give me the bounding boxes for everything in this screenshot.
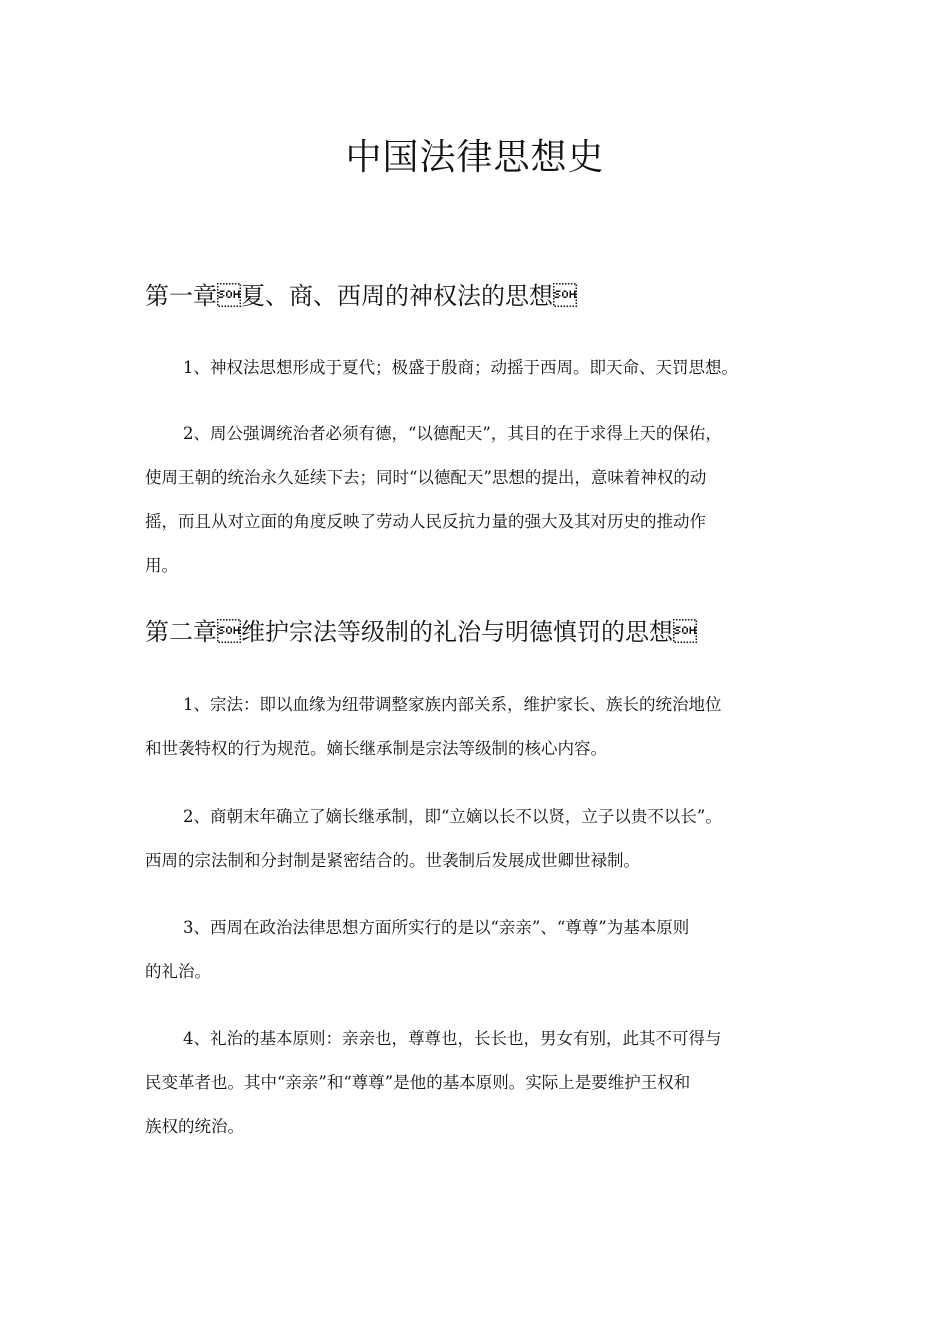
chapter-2-paragraph-3 [145,906,809,994]
chapter-1-paragraph-2 [145,412,809,588]
paragraph-line: 和世袭特权的行为规范。嫡长继承制是宗法等级制的核心内容。 [145,739,607,758]
page-title: 中国法律思想史 [345,137,605,178]
paragraph-line: 3、西周在政治法律思想方面所实行的是以“亲亲”、“尊尊”为基本原则 [183,918,690,937]
paragraph-line: 民变革者也。其中“亲亲”和“尊尊”是他的基本原则。实际上是要维护王权和 [145,1073,691,1092]
chapter-1-paragraph-1 [145,346,809,390]
paragraph-line: 用。 [145,556,178,575]
paragraph-line: 2、商朝末年确立了嫡长继承制，即“立嫡以长不以贤，立子以贵不以长”。 [183,807,722,826]
chapter-1-heading: 第一章夏、商、西周的神权法的思想 [145,282,577,310]
paragraph-line: 1、神权法思想形成于夏代；极盛于殷商；动摇于西周。即天命、天罚思想。 [183,358,738,377]
chapter-2-paragraph-1 [145,683,809,771]
paragraph-line: 摇，而且从对立面的角度反映了劳动人民反抗力量的强大及其对历史的推动作 [145,512,706,531]
chapter-2-paragraph-4 [145,1017,809,1149]
paragraph-line: 4、礼治的基本原则：亲亲也，尊尊也，长长也，男女有别，此其不可得与 [183,1029,722,1048]
chapter-2-heading: 第二章维护宗法等级制的礼治与明德慎罚的思想 [145,618,697,646]
paragraph-line: 西周的宗法制和分封制是紧密结合的。世袭制后发展成世卿世禄制。 [145,851,640,870]
paragraph-line: 使周王朝的统治永久延续下去；同时“以德配天”思想的提出，意味着神权的动 [145,468,707,487]
paragraph-line: 1、宗法：即以血缘为纽带调整家族内部关系，维护家长、族长的统治地位 [183,695,722,714]
paragraph-line: 的礼治。 [145,962,211,981]
chapter-2-paragraph-2 [145,795,809,883]
paragraph-line: 族权的统治。 [145,1117,244,1136]
paragraph-line: 2、周公强调统治者必须有德，“以德配天”，其目的在于求得上天的保佑， [183,424,722,443]
